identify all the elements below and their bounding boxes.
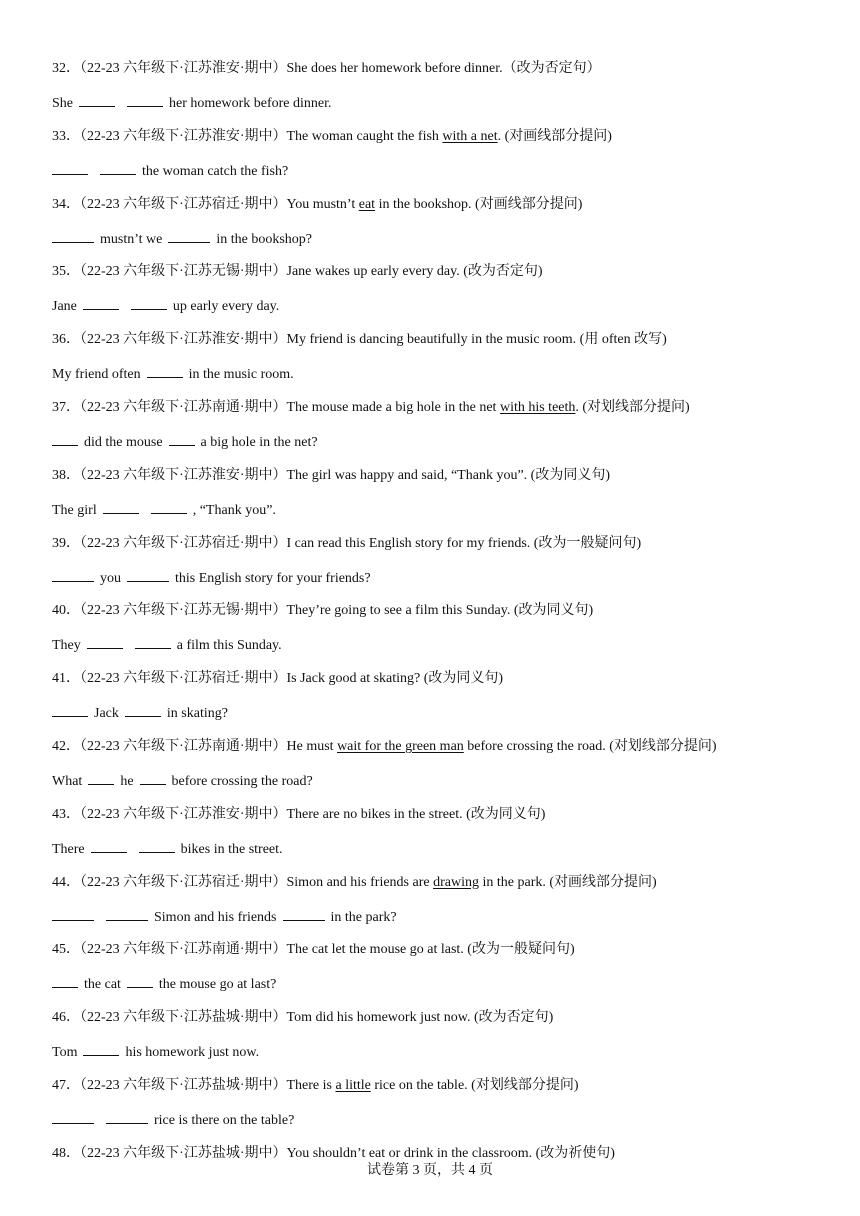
question-text: You shouldn’t eat or drink in the classroom. xyxy=(286,1145,536,1161)
question-line xyxy=(52,941,575,959)
answer-text: the cat xyxy=(84,977,121,993)
question-line xyxy=(52,331,667,349)
answer-text: There xyxy=(52,841,85,857)
answer-blank[interactable] xyxy=(125,704,161,717)
question-text: The mouse made a big hole in the net xyxy=(286,400,500,415)
answer-blank[interactable] xyxy=(127,975,153,988)
answer-blank[interactable] xyxy=(135,636,171,649)
question-line xyxy=(52,602,593,620)
answer-blank[interactable] xyxy=(87,636,123,649)
answer-text: They xyxy=(52,638,81,654)
question-text: The cat let the mouse go at last. xyxy=(286,942,468,958)
question-text: Is Jack good at skating? xyxy=(286,671,424,687)
answer-blank[interactable] xyxy=(88,772,114,785)
instruction-tag: (改为同义句) xyxy=(530,467,610,483)
question-number: 39．（22-23 六年级下·江苏宿迁·期中） xyxy=(52,535,287,551)
question-number: 43．（22-23 六年级下·江苏淮安·期中） xyxy=(52,806,287,822)
answer-line xyxy=(52,1043,259,1062)
question-text: There is xyxy=(286,1078,336,1093)
answer-text: before crossing the road? xyxy=(171,774,313,789)
answer-line xyxy=(52,501,276,520)
answer-text: did the mouse xyxy=(84,435,163,450)
answer-blank[interactable] xyxy=(106,1111,148,1124)
question-number: 35．（22-23 六年级下·江苏无锡·期中） xyxy=(52,264,287,280)
question-text: rice on the table. xyxy=(370,1078,472,1093)
question-text: The woman caught the fish xyxy=(286,128,443,144)
answer-blank[interactable] xyxy=(131,297,167,310)
question-number: 48．（22-23 六年级下·江苏盐城·期中） xyxy=(52,1145,287,1161)
answer-line xyxy=(52,636,282,655)
question-line xyxy=(52,806,545,824)
instruction-tag: (改为同义句) xyxy=(466,806,546,822)
answer-blank[interactable] xyxy=(151,501,187,514)
answer-line xyxy=(52,569,371,588)
question-number: 47．（22-23 六年级下·江苏盐城·期中） xyxy=(52,1078,287,1093)
answer-blank[interactable] xyxy=(52,704,88,717)
instruction-tag: (用 often 改写) xyxy=(579,332,667,348)
question-number: 34．（22-23 六年级下·江苏宿迁·期中） xyxy=(52,196,287,212)
question-number: 46．（22-23 六年级下·江苏盐城·期中） xyxy=(52,1010,287,1026)
instruction-tag: (对画线部分提问) xyxy=(549,874,657,890)
answer-line xyxy=(52,433,318,452)
instruction-tag: (改为一般疑问句) xyxy=(533,535,642,551)
answer-text: She xyxy=(52,96,73,111)
question-text: Tom did his homework just now. xyxy=(286,1010,474,1026)
instruction-tag: (改为否定句) xyxy=(463,264,543,280)
question-number: 38．（22-23 六年级下·江苏淮安·期中） xyxy=(52,467,287,483)
answer-blank[interactable] xyxy=(52,569,94,582)
answer-text: Jane xyxy=(52,299,77,315)
question-text: You mustn’t xyxy=(286,196,359,212)
question-line xyxy=(52,670,503,688)
question-text: Simon and his friends are xyxy=(286,874,434,890)
answer-line xyxy=(52,975,276,994)
answer-blank[interactable] xyxy=(106,908,148,921)
answer-text: The girl xyxy=(52,502,97,518)
answer-blank[interactable] xyxy=(127,94,163,107)
question-line xyxy=(52,1145,615,1163)
answer-text: rice is there on the table? xyxy=(154,1113,295,1128)
question-text: He must xyxy=(286,739,338,754)
instruction-tag: (对画线部分提问) xyxy=(504,128,612,144)
question-line xyxy=(52,535,641,553)
answer-line xyxy=(52,772,313,791)
underlined-text: eat xyxy=(358,196,376,212)
answer-blank[interactable] xyxy=(100,162,136,175)
underlined-text: with his teeth xyxy=(499,400,576,415)
instruction-tag: (对画线部分提问) xyxy=(475,196,583,212)
answer-blank[interactable] xyxy=(169,433,195,446)
answer-text: , “Thank you”. xyxy=(192,502,276,518)
instruction-tag: （改为否定句） xyxy=(502,61,601,76)
answer-blank[interactable] xyxy=(168,230,210,243)
question-line xyxy=(52,467,610,485)
question-number: 41．（22-23 六年级下·江苏宿迁·期中） xyxy=(52,671,287,687)
instruction-tag: (改为同义句) xyxy=(513,603,594,619)
answer-blank[interactable] xyxy=(52,433,78,446)
question-number: 37．（22-23 六年级下·江苏南通·期中） xyxy=(52,400,287,415)
answer-text: Jack xyxy=(94,706,119,722)
answer-line xyxy=(52,162,288,181)
answer-text: My friend often xyxy=(52,367,141,383)
question-number: 36．（22-23 六年级下·江苏淮安·期中） xyxy=(52,332,287,348)
answer-blank[interactable] xyxy=(83,1043,119,1056)
answer-text: Simon and his friends xyxy=(154,909,277,925)
answer-line xyxy=(52,365,294,384)
answer-text: a film this Sunday. xyxy=(176,638,282,654)
question-number: 32．（22-23 六年级下·江苏淮安·期中） xyxy=(52,61,287,76)
answer-text: the woman catch the fish? xyxy=(142,163,289,179)
question-number: 42．（22-23 六年级下·江苏南通·期中） xyxy=(52,739,287,754)
answer-blank[interactable] xyxy=(52,1111,94,1124)
question-text: There are no bikes in the street. xyxy=(286,806,467,822)
question-text: . xyxy=(575,400,583,415)
answer-text: up early every day. xyxy=(172,299,280,315)
answer-blank[interactable] xyxy=(147,365,183,378)
answer-text: you xyxy=(100,570,121,586)
answer-blank[interactable] xyxy=(79,94,115,107)
answer-text: the mouse go at last? xyxy=(158,977,277,993)
answer-blank[interactable] xyxy=(127,569,169,582)
answer-text: in the park? xyxy=(330,909,397,925)
answer-blank[interactable] xyxy=(139,840,175,853)
question-text: in the bookshop. xyxy=(375,196,476,212)
question-text: They’re going to see a film this Sunday. xyxy=(286,603,514,619)
question-line xyxy=(52,738,717,756)
answer-line xyxy=(52,1111,294,1130)
instruction-tag: (改为否定句) xyxy=(474,1010,554,1026)
answer-blank[interactable] xyxy=(283,908,325,921)
question-text: in the park. xyxy=(478,874,550,890)
question-line xyxy=(52,874,657,892)
answer-blank[interactable] xyxy=(91,840,127,853)
answer-blank[interactable] xyxy=(52,230,94,243)
answer-line xyxy=(52,908,397,927)
question-text: . xyxy=(497,128,505,144)
question-line xyxy=(52,263,543,281)
question-line xyxy=(52,399,690,417)
answer-text: his homework just now. xyxy=(125,1045,260,1061)
answer-line xyxy=(52,94,332,113)
answer-text: in the music room. xyxy=(188,367,294,383)
answer-text: in skating? xyxy=(166,706,228,722)
answer-blank[interactable] xyxy=(103,501,139,514)
instruction-tag: (改为同义句) xyxy=(423,671,504,687)
answer-line xyxy=(52,297,279,316)
answer-text: in the bookshop? xyxy=(216,231,313,247)
question-text: I can read this English story for my friends. xyxy=(286,535,534,551)
answer-text: a big hole in the net? xyxy=(200,435,318,450)
question-line xyxy=(52,128,612,146)
question-number: 40．（22-23 六年级下·江苏无锡·期中） xyxy=(52,603,287,619)
question-number: 45．（22-23 六年级下·江苏南通·期中） xyxy=(52,942,287,958)
answer-text: this English story for your friends? xyxy=(175,570,371,586)
answer-text: bikes in the street. xyxy=(180,841,283,857)
answer-blank[interactable] xyxy=(52,908,94,921)
answer-blank[interactable] xyxy=(52,975,78,988)
question-line xyxy=(52,1077,579,1095)
question-number: 33．（22-23 六年级下·江苏淮安·期中） xyxy=(52,128,287,144)
underlined-text: a little xyxy=(335,1078,371,1093)
answer-blank[interactable] xyxy=(140,772,166,785)
answer-blank[interactable] xyxy=(52,162,88,175)
question-text: before crossing the road. xyxy=(463,739,610,754)
instruction-tag: (对划线部分提问) xyxy=(609,739,717,754)
instruction-tag: (改为一般疑问句) xyxy=(467,942,575,958)
underlined-text: drawing xyxy=(433,874,479,890)
answer-text: her homework before dinner. xyxy=(169,96,332,111)
underlined-text: with a net xyxy=(442,128,498,144)
underlined-text: wait for the green man xyxy=(337,739,464,754)
question-line xyxy=(52,196,582,214)
instruction-tag: (改为祈使句) xyxy=(535,1145,615,1161)
instruction-tag: (对划线部分提问) xyxy=(582,400,690,415)
question-text: Jane wakes up early every day. xyxy=(286,264,464,280)
answer-line xyxy=(52,704,228,723)
question-number: 44．（22-23 六年级下·江苏宿迁·期中） xyxy=(52,874,287,890)
answer-text: he xyxy=(120,774,134,789)
question-text: My friend is dancing beautifully in the music room. xyxy=(286,332,580,348)
answer-blank[interactable] xyxy=(83,297,119,310)
question-text: She does her homework before dinner. xyxy=(286,61,503,76)
question-line xyxy=(52,60,601,78)
answer-text: Tom xyxy=(52,1045,78,1061)
answer-line xyxy=(52,230,312,249)
question-text: The girl was happy and said, “Thank you”. xyxy=(286,467,531,483)
instruction-tag: (对划线部分提问) xyxy=(471,1078,579,1093)
question-line xyxy=(52,1009,553,1027)
answer-line xyxy=(52,840,283,859)
answer-text: mustn’t we xyxy=(100,231,163,247)
page-footer: 试卷第 3 页，共 4 页 xyxy=(367,1163,493,1178)
answer-text: What xyxy=(52,774,83,789)
